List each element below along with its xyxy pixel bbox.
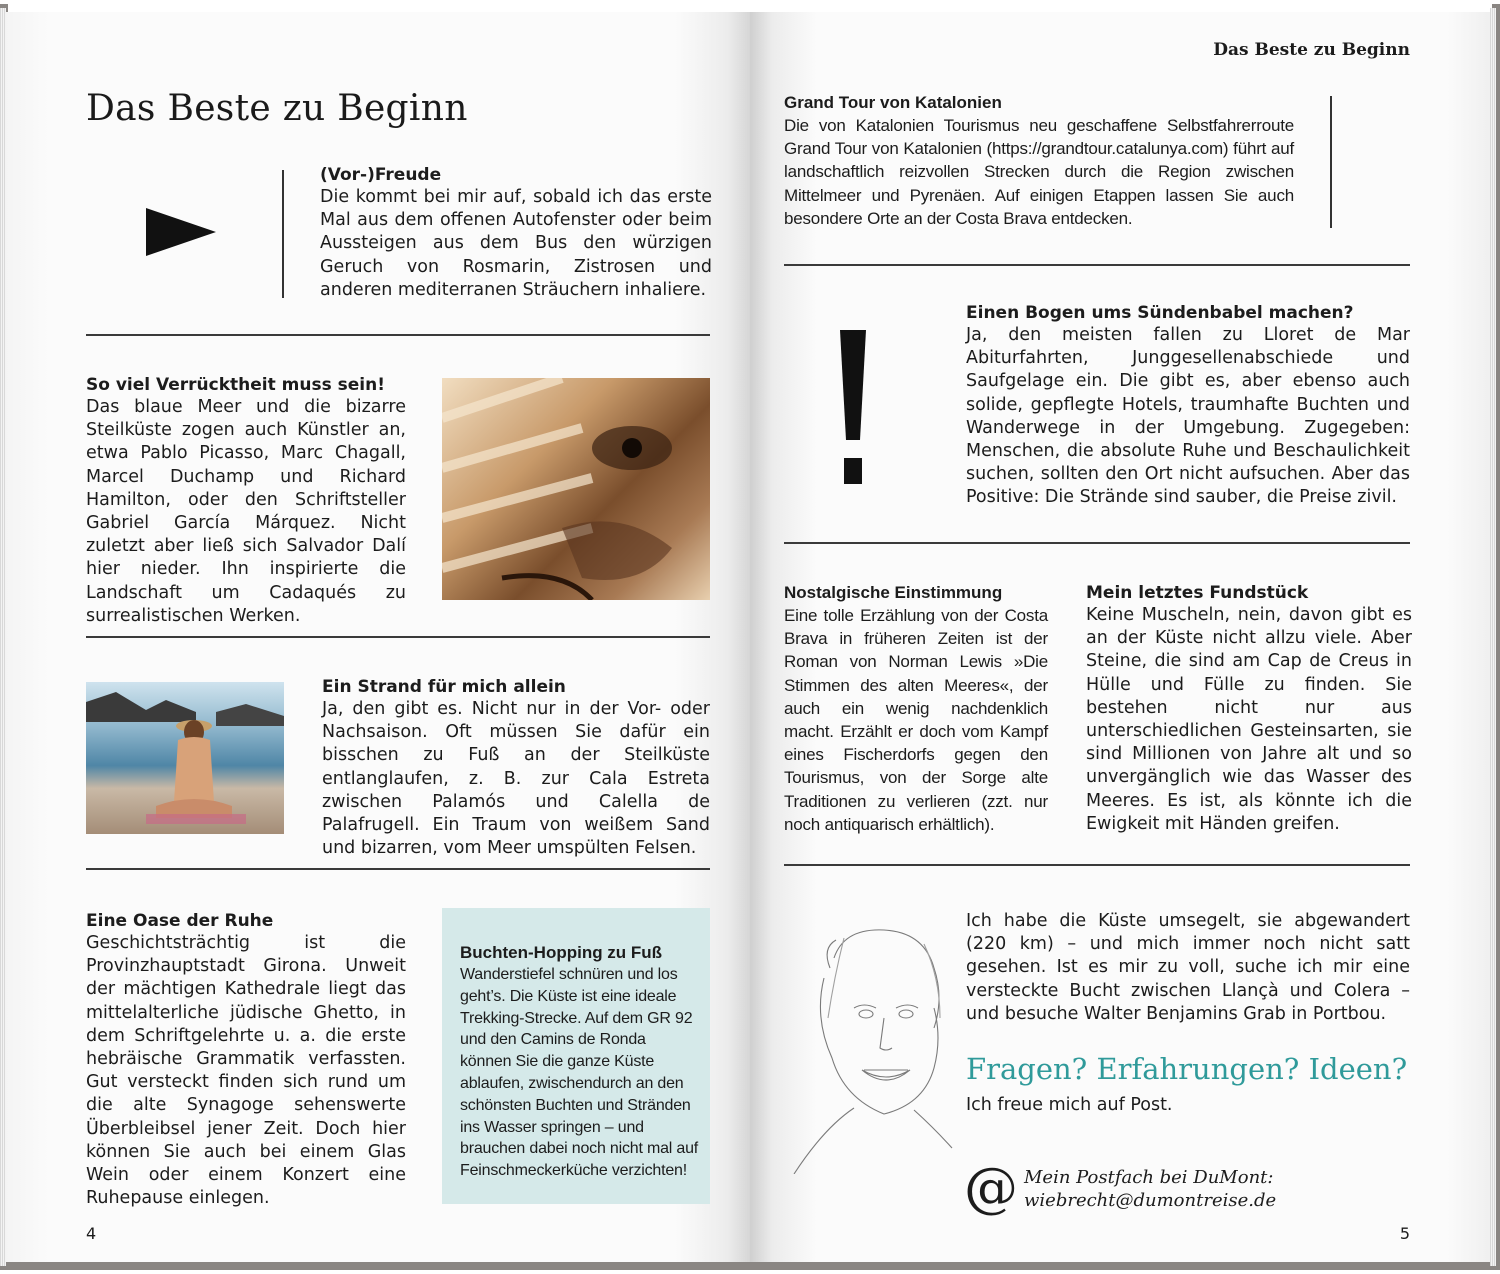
section-verruecktheit: [86, 374, 406, 628]
section-vorfreude: [320, 164, 712, 302]
dali-portrait-photo: [442, 378, 710, 600]
section-text: Die kommt bei mir auf, sobald ich das erste Mal aus dem offenen Autofenster oder beim Aussteigen aus dem Bus den würzigen Geruch von Rosmarin, Zistrosen und anderen mediterranen Sträuchern inhaliere.: [320, 187, 712, 300]
section-heading: Ein Strand für mich allein: [322, 677, 566, 697]
tip-box-text: Wanderstiefel schnüren und los geht’s. Die Küste ist eine ideale Trekking-Strecke. Auf dem GR 92 und den Camins de Ronda können Sie die ganze Küste ablaufen, zwischendurch an den schönsten Buchten und Stränden ins Wasser springen – und brauchen dabei noch nicht mal auf Feinschmeckerküche verzichten!: [460, 966, 699, 1180]
divider: [784, 264, 1410, 266]
right-page: [750, 12, 1492, 1262]
mailbox-info: [1024, 1166, 1276, 1212]
contact-cta-heading: Fragen? Erfahrungen? Ideen?: [966, 1052, 1408, 1086]
at-icon: @: [964, 1156, 1018, 1219]
woman-on-beach-photo: [86, 682, 284, 834]
tip-box-heading: Buchten-Hopping zu Fuß: [460, 943, 663, 962]
vertical-rule: [282, 170, 284, 298]
section-nostalgie: [784, 582, 1048, 836]
running-head: Das Beste zu Beginn: [1213, 40, 1410, 60]
exclamation-icon: [838, 330, 868, 490]
author-sketch-portrait: [784, 918, 954, 1174]
mailbox-label: Mein Postfach bei DuMont:: [1024, 1167, 1274, 1188]
section-text: Eine tolle Erzählung von der Costa Brava in früheren Zeiten ist der Roman von Norman Lewis »Die Stimmen des alten Meeres«, der auch ein wenig nachdenklich macht. Erzählt er doch vom Kampf eines Fischerdorfs gegen den Tourismus, von der Sorge alte Traditionen zu verlieren (zzt. nur noch antiquarisch erhältlich).: [784, 606, 1048, 834]
left-page: [4, 12, 750, 1262]
section-fundstueck: [1086, 582, 1412, 836]
section-text: Ja, den meisten fallen zu Lloret de Mar Abiturfahrten, Junggesellenabschiede und Saufgelage ein. Die gibt es, aber ebenso auch solide, gepflegte Hotels, traumhafte Buchten und Wanderwege in der Umgebung. Zugegeben: Menschen, die absolute Ruhe und Beschaulichkeit suchen, sollten den Ort nicht aufsuchen. Aber das Positive: Die Strände sind sauber, die Preise zivil.: [966, 325, 1410, 508]
section-text: Ja, den gibt es. Nicht nur in der Vor- oder Nachsaison. Oft müssen Sie dafür ein bisschen zu Fuß an der Steilküste entlanglaufen, z. B. zur Cala Estreta zwischen Palamós und Calella de Palafrugell. Ein Traum von weißem Sand und bizarren, vom Meer umspülten Felsen.: [322, 699, 710, 859]
page-number: 4: [86, 1224, 97, 1243]
page-number: 5: [1399, 1224, 1410, 1243]
divider: [784, 542, 1410, 544]
section-text: Die von Katalonien Tourismus neu geschaffene Selbstfahrerroute Grand Tour von Katalonien (https://grandtour.catalunya.com) führt auf landschaftlich reizvollen Strecken durch die Region zwischen Mittelmeer und Pyrenäen. Auf einigen Etappen lassen Sie auch besondere Orte an der Costa Brava entdecken.: [784, 116, 1294, 228]
email-link[interactable]: wiebrecht@dumontreise.de: [1024, 1190, 1277, 1211]
section-strand: [322, 676, 710, 860]
section-text: Keine Muscheln, nein, davon gibt es an der Küste nicht allzu viele. Aber Steine, die sind am Cap de Creus in Hülle und Fülle zu finden. Sie bestehen nicht nur aus unterschiedlichen Gesteinsarten, sie sind Millionen von Jahre alt und so unvergänglich wie das Wasser des Meeres. Es ist, als könnte ich die Ewigkeit mit Händen greifen.: [1086, 605, 1412, 834]
divider: [86, 868, 710, 870]
author-text: Ich habe die Küste umsegelt, sie abgewandert (220 km) – und mich immer noch nicht satt gesehen. Ist es mir zu voll, suche ich mir eine versteckte Bucht zwischen Llançà und Colera – und besuche Walter Benjamins Grab in Portbou.: [966, 911, 1410, 1024]
page-title: Das Beste zu Beginn: [86, 88, 468, 129]
contact-cta-sub: Ich freue mich auf Post.: [966, 1095, 1173, 1115]
divider: [86, 334, 710, 336]
page-edge-left: [0, 8, 6, 1266]
play-arrow-icon: [146, 208, 216, 256]
vertical-rule: [1330, 96, 1332, 228]
section-heading: Nostalgische Einstimmung: [784, 583, 1003, 602]
section-heading: Grand Tour von Katalonien: [784, 93, 1002, 112]
author-section: [966, 910, 1410, 1026]
cover-edge-bottom: [0, 1262, 1500, 1270]
divider: [784, 864, 1410, 866]
page-edge-right: [1490, 8, 1496, 1266]
tip-box-content: [460, 942, 698, 1182]
section-heading: Eine Oase der Ruhe: [86, 911, 274, 931]
section-heading: (Vor-)Freude: [320, 165, 442, 185]
section-text: Das blaue Meer und die bizarre Steilküste zogen auch Künstler an, etwa Pablo Picasso, Marc Chagall, Marcel Duchamp und Richard Hamilton, oder den Schriftsteller Gabriel García Márquez. Nicht zuletzt aber ließ sich Salvador Dalí hier nieder. Ihn inspirierte die Landschaft um Cadaqués zu surrealistischen Werken.: [86, 397, 406, 626]
section-heading: Mein letztes Fundstück: [1086, 583, 1309, 603]
section-text: Geschichtsträchtig ist die Provinzhauptstadt Girona. Unweit der mächtigen Kathedrale liegt das mittelalterliche jüdische Ghetto, in dem Schriftgelehrte u. a. die erste hebräische Grammatik verfassten. Gut versteckt finden sich rund um die alte Synagoge sehenswerte Überbleibsel jener Zeit. Doch hier können Sie auch bei einem Glas Wein oder einem Konzert eine Ruhepause einlegen.: [86, 933, 406, 1209]
section-oase: [86, 910, 406, 1210]
section-grand-tour: [784, 92, 1294, 230]
divider: [86, 636, 710, 638]
section-heading: Einen Bogen ums Sündenbabel machen?: [966, 303, 1354, 323]
section-heading: So viel Verrücktheit muss sein!: [86, 375, 385, 395]
section-suendenbabel: [966, 302, 1410, 510]
